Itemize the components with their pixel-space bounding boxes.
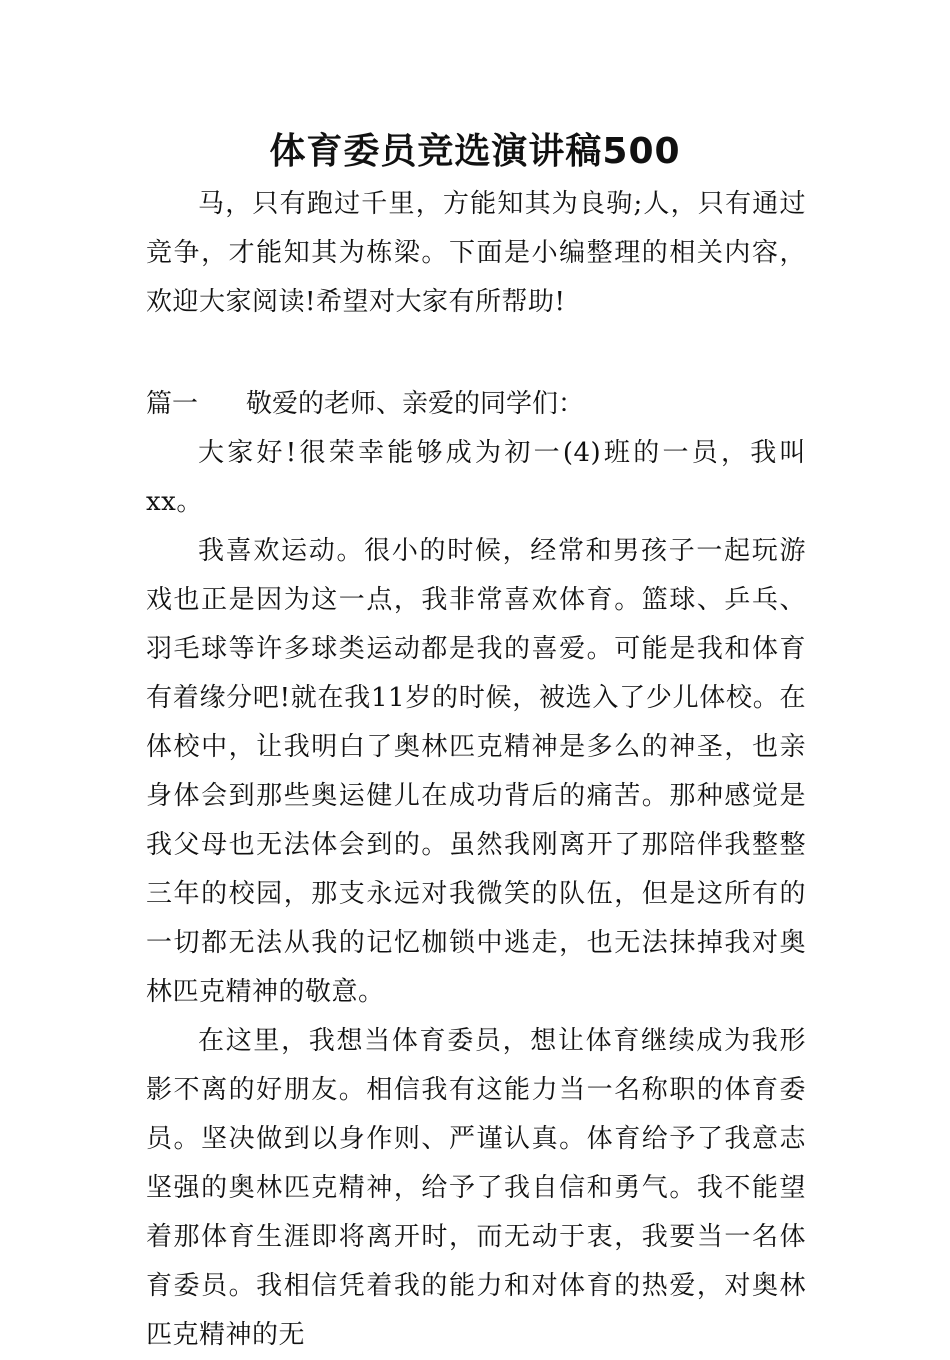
speech-body: [146, 429, 806, 1360]
document-title: 体育委员竞选演讲稿500: [269, 131, 681, 172]
section-heading: [146, 380, 806, 429]
body-paragraph-1: 大家好!很荣幸能够成为初一(4)班的一员，我叫xx。: [146, 438, 806, 517]
intro-block: [146, 180, 806, 327]
salutation: 敬爱的老师、亲爱的同学们：: [246, 389, 585, 419]
intro-paragraph: 马，只有跑过千里，方能知其为良驹;人，只有通过竞争，才能知其为栋梁。下面是小编整理的相关内容，欢迎大家阅读!希望对大家有所帮助!: [146, 189, 806, 317]
body-paragraph-3: 在这里，我想当体育委员，想让体育继续成为我形影不离的好朋友。相信我有这能力当一名称职的体育委员。坚决做到以身作则、严谨认真。体育给予了我意志坚强的奥林匹克精神，给予了我自信和勇气。我不能望着那体育生涯即将离开时，而无动于衷，我要当一名体育委员。我相信凭着我的能力和对体育的热爱，对奥林匹克精神的无: [146, 1026, 806, 1350]
section-label: 篇一: [146, 389, 199, 419]
body-paragraph-2: 我喜欢运动。很小的时候，经常和男孩子一起玩游戏也正是因为这一点，我非常喜欢体育。篮球、乒乓、羽毛球等许多球类运动都是我的喜爱。可能是我和体育有着缘分吧!就在我11岁的时候，被选入了少儿体校。在体校中，让我明白了奥林匹克精神是多么的神圣，也亲身体会到那些奥运健儿在成功背后的痛苦。那种感觉是我父母也无法体会到的。虽然我刚离开了那陪伴我整整三年的校园，那支永远对我微笑的队伍，但是这所有的一切都无法从我的记忆枷锁中逃走，也无法抹掉我对奥林匹克精神的敬意。: [146, 536, 806, 1007]
